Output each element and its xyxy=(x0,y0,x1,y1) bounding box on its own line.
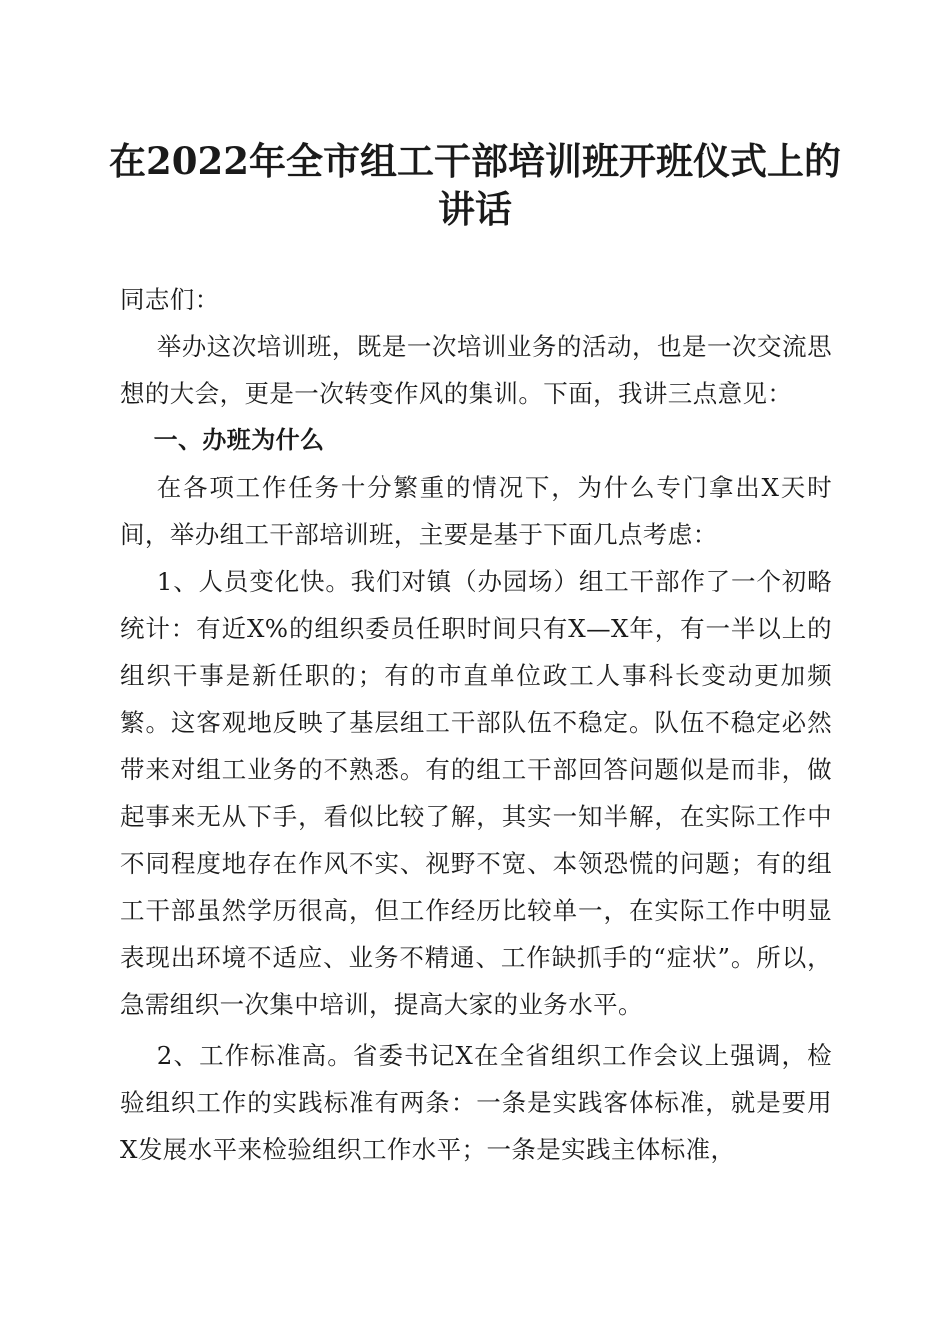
point-1-paragraph: 1、人员变化快。我们对镇（办园场）组工干部作了一个初略统计：有近X%的组织委员任职时间只有X—X年，有一半以上的组织干事是新任职的；有的市直单位政工人事科长变动更加频繁。这客观地反映了基层组工干部队伍不稳定。队伍不稳定必然带来对组工业务的不熟悉。有的组工干部回答问题似是而非，做起事来无从下手，看似比较了解，其实一知半解，在实际工作中不同程度地存在作风不实、视野不宽、本领恐慌的问题；有的组工干部虽然学历很高，但工作经历比较单一，在实际工作中明显表现出环境不适应、业务不精通、工作缺抓手的“症状”。所以，急需组织一次集中培训，提高大家的业务水平。 xyxy=(120,567,832,1019)
document-title-line-2: 讲话 xyxy=(438,187,512,231)
intro-paragraph: 举办这次培训班，既是一次培训业务的活动，也是一次交流思想的大会，更是一次转变作风的集训。下面，我讲三点意见： xyxy=(120,332,832,408)
point-2-paragraph: 2、工作标准高。省委书记X在全省组织工作会议上强调，检验组织工作的实践标准有两条：一条是实践客体标准，就是要用X发展水平来检验组织工作水平；一条是实践主体标准， xyxy=(120,1041,832,1164)
document-title-line-1: 在2022年全市组工干部培训班开班仪式上的 xyxy=(109,139,841,183)
salutation: 同志们： xyxy=(120,285,220,314)
document-body xyxy=(120,276,832,1173)
section-1-intro-paragraph: 在各项工作任务十分繁重的情况下，为什么专门拿出X天时间，举办组工干部培训班，主要是基于下面几点考虑： xyxy=(120,473,832,549)
section-1-heading: 一、办班为什么 xyxy=(153,426,325,454)
